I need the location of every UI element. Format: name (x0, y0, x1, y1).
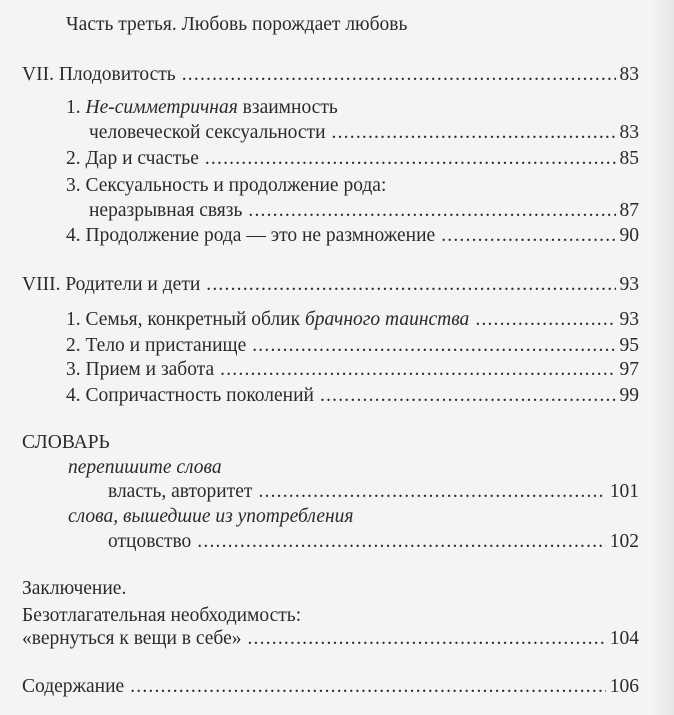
item-text: власть, авторитет (108, 481, 253, 502)
page-edge-shadow (652, 0, 674, 715)
toc-item-8-1[interactable] (66, 307, 639, 333)
dot-leader (258, 479, 605, 505)
item-italic: Не-симметричная (85, 97, 238, 118)
item-text (66, 307, 469, 333)
item-text: 3. Сексуальность и продолжение рода: (66, 175, 387, 196)
toc-item-7-3-line1[interactable] (66, 173, 639, 199)
chapter-title: VIII. Родители и дети (22, 274, 201, 295)
page-number: 93 (619, 274, 639, 295)
glossary-group-heading (68, 455, 639, 481)
item-text: 4. Продолжение рода — это не размножение (66, 225, 436, 246)
dot-leader (441, 223, 615, 249)
toc-chapter-7[interactable] (22, 62, 639, 88)
item-text: 3. Прием и забота (66, 359, 215, 380)
toc-item-7-4[interactable] (66, 223, 639, 249)
item-text: человеческой сексуальности (89, 122, 326, 143)
item-italic: брачного таинства (304, 309, 470, 330)
group-heading-text: перепишите слова (68, 457, 222, 478)
toc-chapter-8[interactable] (22, 272, 639, 298)
toc-item-7-1-line2[interactable] (89, 120, 639, 146)
page-number: 104 (609, 628, 639, 649)
page-number: 106 (609, 676, 639, 697)
toc-item-8-2[interactable] (66, 333, 639, 359)
toc-conclusion-line1[interactable] (22, 576, 639, 602)
glossary-group-heading (68, 504, 639, 530)
toc-item-7-3-line2[interactable] (89, 198, 639, 224)
item-text: Безотлагательная необходимость: (22, 605, 302, 626)
dot-leader (332, 120, 616, 146)
toc-glossary-entry[interactable] (108, 479, 639, 505)
page-number: 95 (619, 335, 639, 356)
item-text (66, 95, 338, 121)
dot-leader (247, 626, 605, 652)
group-heading-text: слова, вышедшие из употребления (68, 506, 354, 527)
toc-contents[interactable] (22, 674, 639, 700)
toc-item-8-3[interactable] (66, 357, 639, 383)
page-number: 101 (609, 481, 639, 502)
dot-leader (475, 307, 615, 333)
chapter-title: VII. Плодовитость (22, 64, 176, 85)
item-text: 4. Сопричастность поколений (66, 385, 314, 406)
part-title-text: Часть третья. Любовь порождает любовь (66, 14, 408, 35)
page-number: 97 (619, 359, 639, 380)
item-number: 1. (66, 97, 81, 118)
page-number: 90 (619, 225, 639, 246)
item-text: неразрывная связь (89, 200, 243, 221)
item-text: 2. Дар и счастье (66, 148, 199, 169)
toc-glossary-title[interactable] (22, 430, 639, 456)
toc-item-8-4[interactable] (66, 383, 639, 409)
dot-leader (182, 62, 616, 88)
toc-item-7-2[interactable] (66, 146, 639, 172)
page-number: 99 (619, 385, 639, 406)
dot-leader (320, 383, 616, 409)
dot-leader (205, 146, 616, 172)
item-text: Заключение. (22, 578, 127, 599)
part-title (66, 12, 626, 38)
page-number: 87 (619, 200, 639, 221)
dot-leader (130, 674, 606, 700)
page-number: 93 (619, 309, 639, 330)
page-number: 102 (609, 531, 639, 552)
dot-leader (248, 198, 615, 224)
toc-conclusion-line3[interactable] (22, 626, 639, 652)
item-text: отцовство (108, 531, 192, 552)
toc-glossary-entry[interactable] (108, 529, 639, 555)
dot-leader (220, 357, 615, 383)
dot-leader (197, 529, 605, 555)
page-number: 83 (619, 122, 639, 143)
item-text: 2. Тело и пристанище (66, 335, 247, 356)
dot-leader (206, 272, 615, 298)
item-text: Содержание (22, 676, 125, 697)
page-number: 85 (619, 148, 639, 169)
page-number: 83 (619, 64, 639, 85)
item-text-plain: 1. Семья, конкретный облик (66, 309, 305, 330)
item-text: «вернуться к вещи в себе» (22, 628, 242, 649)
section-title: СЛОВАРЬ (22, 432, 110, 453)
dot-leader (252, 333, 615, 359)
item-text-rest: взаимность (237, 97, 338, 118)
toc-item-7-1-line1[interactable] (66, 95, 639, 121)
